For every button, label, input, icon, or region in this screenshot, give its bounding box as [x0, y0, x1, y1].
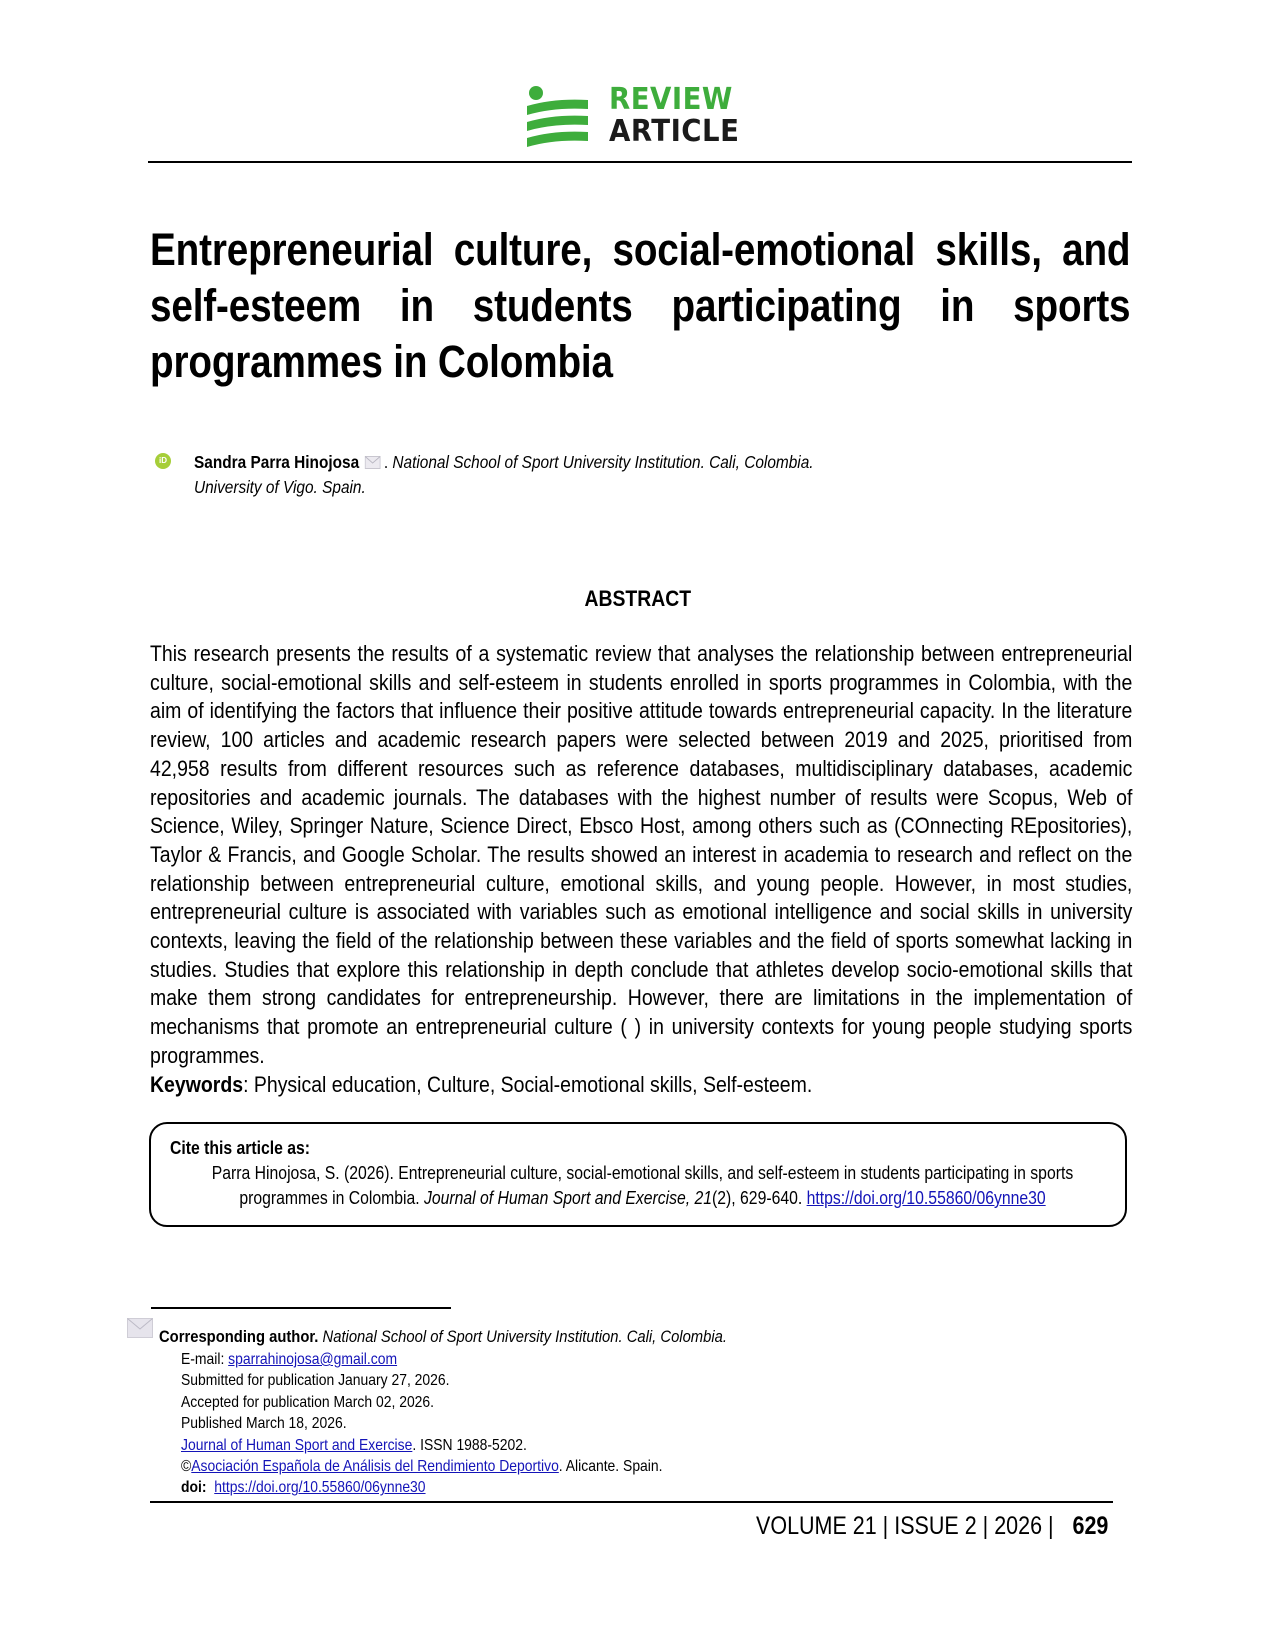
abstract-section: [150, 640, 1132, 1099]
email-link[interactable]: sparrahinojosa@gmail.com: [228, 1351, 398, 1368]
doi-line: [181, 1477, 663, 1498]
copyright-symbol: ©: [181, 1458, 192, 1476]
email-label: E-mail:: [181, 1351, 229, 1368]
author-name: Sandra Parra Hinojosa: [194, 452, 360, 472]
keywords-line: [150, 1071, 1132, 1100]
author-separator: .: [383, 452, 389, 472]
corresponding-author-line: [159, 1327, 727, 1347]
logo-line-article: ARTICLE: [609, 114, 740, 149]
envelope-icon[interactable]: [364, 456, 380, 469]
journal-line: [181, 1435, 663, 1456]
page-footer: [756, 1512, 1108, 1541]
publisher-location: . Alicante. Spain.: [558, 1458, 663, 1476]
keywords-list: : Physical education, Culture, Social-emotional skills, Self-esteem.: [243, 1071, 813, 1097]
submitted-date: Submitted for publication January 27, 2026.: [181, 1372, 450, 1390]
author-block: [194, 450, 814, 500]
publisher-link[interactable]: Asociación Española de Análisis del Rendimiento Deportivo: [191, 1458, 559, 1476]
published-date: Published March 18, 2026.: [181, 1415, 347, 1433]
affiliation-2: University of Vigo. Spain.: [194, 477, 366, 497]
header-divider: [148, 161, 1132, 163]
keywords-label: Keywords: [150, 1071, 244, 1097]
page-number: 629: [1072, 1512, 1109, 1540]
orcid-icon[interactable]: iD: [155, 453, 171, 469]
citation-text: [170, 1161, 1115, 1211]
corresponding-label: Corresponding author.: [159, 1327, 319, 1346]
doi-link[interactable]: https://doi.org/10.55860/06ynne30: [214, 1479, 426, 1497]
abstract-text: This research presents the results of a systematic review that analyses the relationship between entrepreneurial culture, social-emotional skills and self-esteem in students enrolled in sports programmes in Colombia, with the aim of identifying the factors that influence their positive attitude towards entrepreneurial capacity. In the literature review, 100 articles and academic research papers were selected between 2019 and 2025, prioritised from 42,958 results from different resources such as reference databases, multidisciplinary databases, academic repositories and academic journals. The databases with the highest number of results were Scopus, Web of Science, Wiley, Springer Nature, Science Direct, Ebsco Host, among others such as (COnnecting REpositories), Taylor & Francis, and Google Scholar. The results showed an interest in academia to research and reflect on the relationship between entrepreneurial culture, emotional skills, and young people. However, in most studies, entrepreneurial culture is associated with variables such as emotional intelligence and social skills in university contexts, leaving the field of the relationship between these variables and the field of sports somewhat lacking in studies. Studies that explore this relationship in depth conclude that athletes develop socio-emotional skills that make them strong candidates for entrepreneurship. However, there are limitations in the implementation of mechanisms that promote an entrepreneurial culture ( ) in university contexts for young people studying sports programmes.: [150, 641, 1133, 1068]
citation-journal: Journal of Human Sport and Exercise, 21: [424, 1188, 713, 1208]
article-title: Entrepreneurial culture, social-emotional skills, and self-esteem in students participating in sports programmes in Colombia: [150, 224, 1131, 387]
abstract-heading: ABSTRACT: [584, 586, 692, 611]
citation-reference: Parra Hinojosa, S. (2026). Entrepreneurial culture, social-emotional skills, and self-esteem in students participating in sports programmes in Colombia.: [211, 1163, 1074, 1208]
footer-divider: [150, 1501, 1113, 1503]
citation-issue-pages: (2), 629-640.: [712, 1188, 807, 1208]
review-article-logo-icon: [524, 84, 590, 152]
accepted-date: Accepted for publication March 02, 2026.: [181, 1393, 435, 1411]
citation-label: Cite this article as:: [170, 1138, 311, 1158]
journal-link[interactable]: Journal of Human Sport and Exercise: [181, 1436, 413, 1454]
email-line: [181, 1349, 663, 1370]
publication-details: [181, 1349, 663, 1499]
envelope-icon: [127, 1318, 153, 1338]
doi-label: doi:: [181, 1479, 207, 1497]
affiliation-1: National School of Sport University Institution. Cali, Colombia.: [392, 452, 814, 472]
citation-doi-link[interactable]: https://doi.org/10.55860/06ynne30: [806, 1188, 1046, 1208]
copyright-line: [181, 1456, 663, 1477]
citation-content: [170, 1136, 1115, 1211]
issn: . ISSN 1988-5202.: [412, 1436, 527, 1454]
review-article-logo-text: [609, 84, 751, 148]
footnote-divider: [151, 1307, 451, 1309]
logo-line-review: REVIEW: [609, 82, 733, 117]
volume-issue-year: VOLUME 21 | ISSUE 2 | 2026 |: [756, 1512, 1054, 1540]
corresponding-affiliation: National School of Sport University Institution. Cali, Colombia.: [322, 1327, 727, 1346]
